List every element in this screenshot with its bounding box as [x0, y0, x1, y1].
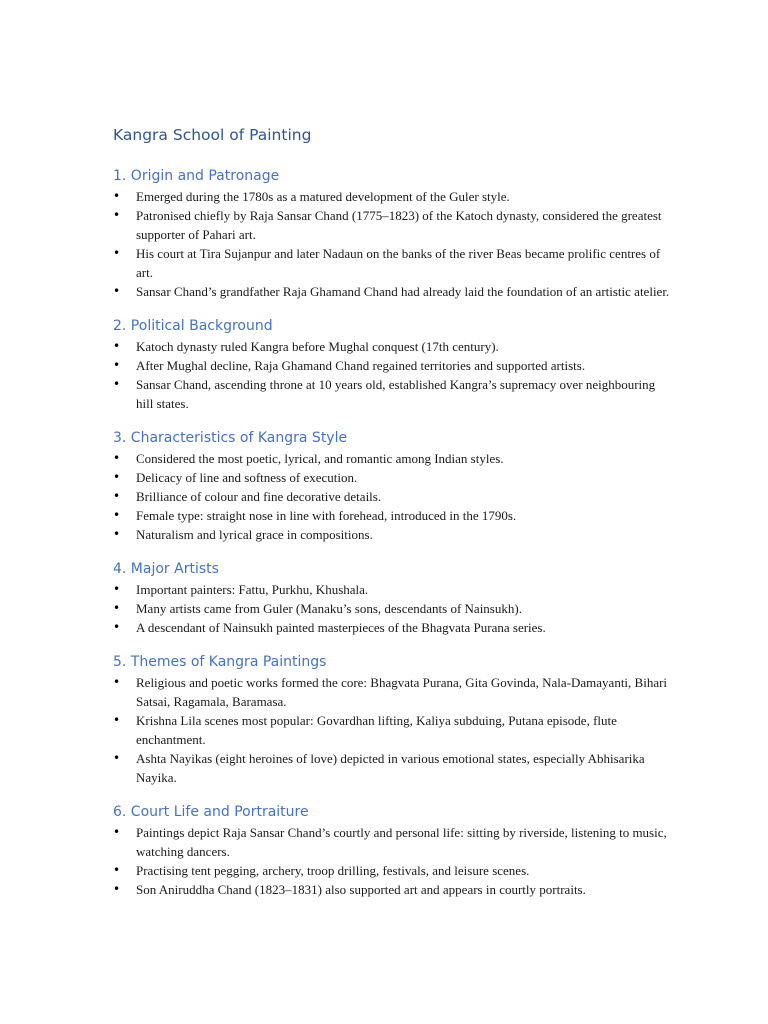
bullet-list [113, 823, 673, 899]
list-item [113, 356, 673, 375]
list-item [113, 187, 673, 206]
bullet-list [113, 580, 673, 637]
section-5 [113, 652, 673, 787]
section-2 [113, 316, 673, 413]
list-item-text: Practising tent pegging, archery, troop drilling, festivals, and leisure scenes. [136, 863, 530, 878]
bullet-list [113, 673, 673, 787]
list-item [113, 823, 673, 861]
sections-container [113, 166, 673, 899]
list-item [113, 449, 673, 468]
list-item-text: Ashta Nayikas (eight heroines of love) depicted in various emotional states, especially Abhisarika Nayika. [136, 751, 645, 785]
section-1 [113, 166, 673, 301]
bullet-list [113, 337, 673, 413]
list-item-text: Sansar Chand’s grandfather Raja Ghamand Chand had already laid the foundation of an artistic atelier. [136, 284, 670, 299]
section-6 [113, 802, 673, 899]
list-item-text: Brilliance of colour and fine decorative details. [136, 489, 382, 504]
list-item [113, 206, 673, 244]
list-item [113, 337, 673, 356]
list-item [113, 468, 673, 487]
list-item [113, 618, 673, 637]
document-title: Kangra School of Painting [113, 126, 312, 144]
bullet-icon: • [113, 377, 121, 391]
list-item-text: Emerged during the 1780s as a matured development of the Guler style. [136, 189, 510, 204]
list-item-text: A descendant of Nainsukh painted masterpieces of the Bhagvata Purana series. [136, 620, 546, 635]
list-item [113, 244, 673, 282]
bullet-list [113, 449, 673, 544]
bullet-icon: • [113, 489, 121, 503]
list-item-text: Naturalism and lyrical grace in compositions. [136, 527, 373, 542]
list-item-text: Female type: straight nose in line with forehead, introduced in the 1790s. [136, 508, 517, 523]
bullet-icon: • [113, 751, 121, 765]
bullet-icon: • [113, 508, 121, 522]
list-item [113, 861, 673, 880]
list-item [113, 880, 673, 899]
bullet-icon: • [113, 675, 121, 689]
section-heading: 2. Political Background [113, 318, 273, 334]
section-heading: 4. Major Artists [113, 561, 219, 577]
bullet-icon: • [113, 189, 121, 203]
list-item [113, 711, 673, 749]
list-item-text: Sansar Chand, ascending throne at 10 years old, established Kangra’s supremacy over neighbouring hill states. [136, 377, 656, 411]
document-page [113, 124, 673, 914]
list-item-text: After Mughal decline, Raja Ghamand Chand regained territories and supported artists. [136, 358, 586, 373]
bullet-icon: • [113, 713, 121, 727]
bullet-icon: • [113, 601, 121, 615]
list-item-text: Katoch dynasty ruled Kangra before Mughal conquest (17th century). [136, 339, 499, 354]
list-item-text: Religious and poetic works formed the core: Bhagvata Purana, Gita Govinda, Nala-Damayanti, Bihari Satsai, Ragamala, Baramasa. [136, 675, 668, 709]
list-item [113, 580, 673, 599]
list-item-text: Krishna Lila scenes most popular: Govardhan lifting, Kaliya subduing, Putana episode, flute enchantment. [136, 713, 617, 747]
list-item [113, 506, 673, 525]
bullet-icon: • [113, 208, 121, 222]
section-heading: 1. Origin and Patronage [113, 168, 280, 184]
list-item-text: His court at Tira Sujanpur and later Nadaun on the banks of the river Beas became prolific centres of art. [136, 246, 661, 280]
list-item-text: Patronised chiefly by Raja Sansar Chand (1775–1823) of the Katoch dynasty, considered the greatest supporter of Pahari art. [136, 208, 662, 242]
list-item-text: Many artists came from Guler (Manaku’s sons, descendants of Nainsukh). [136, 601, 522, 616]
section-heading: 5. Themes of Kangra Paintings [113, 654, 327, 670]
bullet-icon: • [113, 582, 121, 596]
bullet-icon: • [113, 825, 121, 839]
bullet-icon: • [113, 339, 121, 353]
bullet-icon: • [113, 527, 121, 541]
bullet-icon: • [113, 863, 121, 877]
list-item [113, 673, 673, 711]
section-3 [113, 428, 673, 544]
list-item [113, 525, 673, 544]
bullet-icon: • [113, 470, 121, 484]
list-item-text: Important painters: Fattu, Purkhu, Khushala. [136, 582, 369, 597]
bullet-icon: • [113, 284, 121, 298]
section-heading: 3. Characteristics of Kangra Style [113, 430, 348, 446]
section-heading: 6. Court Life and Portraiture [113, 804, 309, 820]
bullet-icon: • [113, 246, 121, 260]
list-item [113, 375, 673, 413]
bullet-icon: • [113, 882, 121, 896]
list-item-text: Paintings depict Raja Sansar Chand’s courtly and personal life: sitting by riverside, listening to music, watching dancers. [136, 825, 667, 859]
list-item [113, 749, 673, 787]
list-item-text: Delicacy of line and softness of execution. [136, 470, 358, 485]
list-item-text: Considered the most poetic, lyrical, and romantic among Indian styles. [136, 451, 504, 466]
list-item [113, 282, 673, 301]
bullet-list [113, 187, 673, 301]
bullet-icon: • [113, 358, 121, 372]
bullet-icon: • [113, 451, 121, 465]
section-4 [113, 559, 673, 637]
list-item [113, 599, 673, 618]
list-item-text: Son Aniruddha Chand (1823–1831) also supported art and appears in courtly portraits. [136, 882, 586, 897]
list-item [113, 487, 673, 506]
bullet-icon: • [113, 620, 121, 634]
